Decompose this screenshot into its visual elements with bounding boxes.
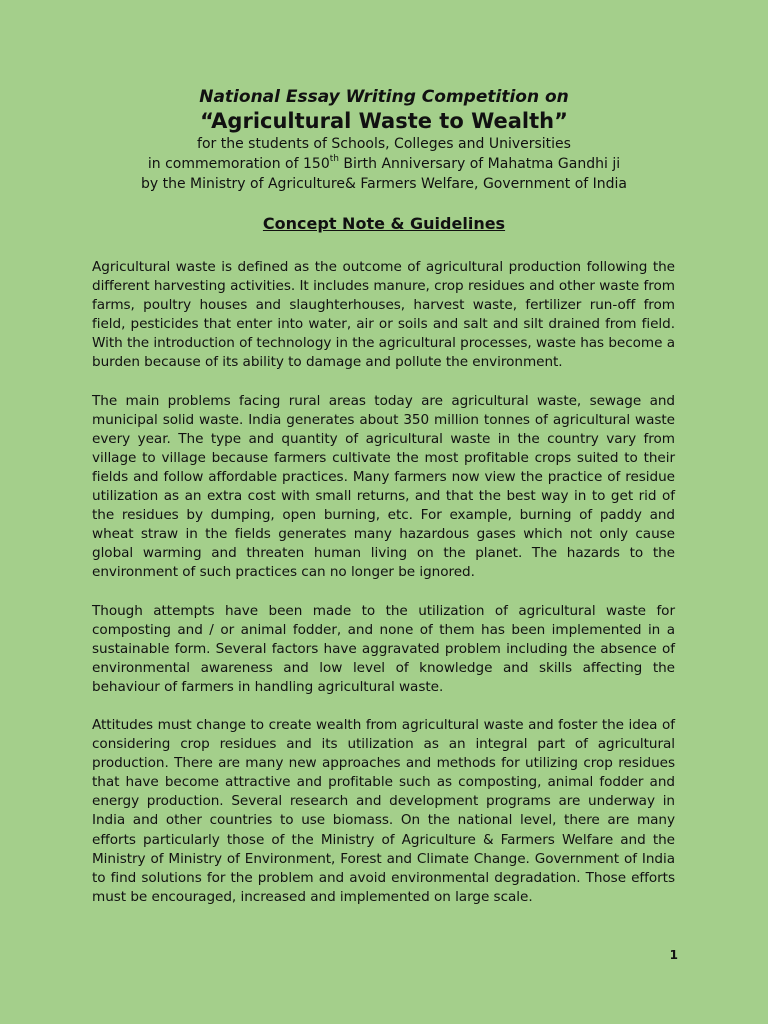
- page-number: 1: [669, 948, 678, 962]
- audience-line: for the students of Schools, Colleges and Universities: [197, 136, 571, 152]
- commemoration-post: Birth Anniversary of Mahatma Gandhi ji: [338, 156, 621, 172]
- commemoration-line: [0, 154, 768, 174]
- section-title: Concept Note & Guidelines: [262, 214, 506, 233]
- paragraph-definition: Agricultural waste is defined as the outcome of agricultural production following the different harvesting activities. It includes manure, crop residues and other waste from farms, poultry houses and slaughterhouses, harvest waste, fertilizer run-off from field, pesticides that enter into water, air or soils and salt and silt drained from field. With the introduction of technology in the agricultural processes, waste has become a burden because of its ability to damage and pollute the environment.: [92, 259, 675, 371]
- paragraph-problems: The main problems facing rural areas today are agricultural waste, sewage and municipal solid waste. India generates about 350 million tonnes of agricultural waste every year. The type and quantity of agricultural waste in the country vary from village to village because farmers cultivate the most profitable crops suited to their fields and follow affordable practices. Many farmers now view the practice of residue utilization as an extra cost with small returns, and that the best way in to get rid of the residues by dumping, open burning, etc. For example, burning of paddy and wheat straw in the fields generates many hazardous gases which not only cause global warming and threaten human living on the planet. The hazards to the environment of such practices can no longer be ignored.: [92, 392, 675, 581]
- paragraph-attitudes: Attitudes must change to create wealth from agricultural waste and foster the idea of considering crop residues and its utilization as an integral part of agricultural production. There are many new approaches and methods for utilizing crop residues that have become attractive and profitable such as composting, animal fodder and energy production. Several research and development programs are underway in India and other countries to use biomass. On the national level, there are many efforts particularly those of the Ministry of Agriculture & Farmers Welfare and the Ministry of Ministry of Environment, Forest and Climate Change. Government of India to find solutions for the problem and avoid environmental degradation. Those efforts must be encouraged, increased and implemented on large scale.: [92, 716, 675, 905]
- document-header: [0, 86, 768, 194]
- organizer-line: by the Ministry of Agriculture& Farmers Welfare, Government of India: [140, 176, 628, 192]
- commemoration-pre: in commemoration of 150: [147, 156, 330, 172]
- document-body: [92, 258, 675, 926]
- competition-kicker: National Essay Writing Competition on: [199, 87, 569, 107]
- competition-title: “Agricultural Waste to Wealth”: [200, 109, 568, 133]
- paragraph-attempts: Though attempts have been made to the utilization of agricultural waste for composting and / or animal fodder, and none of them has been implemented in a sustainable form. Several factors have aggravated problem including the absence of environmental awareness and low level of knowledge and skills affecting the behaviour of farmers in handling agricultural waste.: [92, 602, 675, 695]
- ordinal-superscript: th: [329, 154, 339, 165]
